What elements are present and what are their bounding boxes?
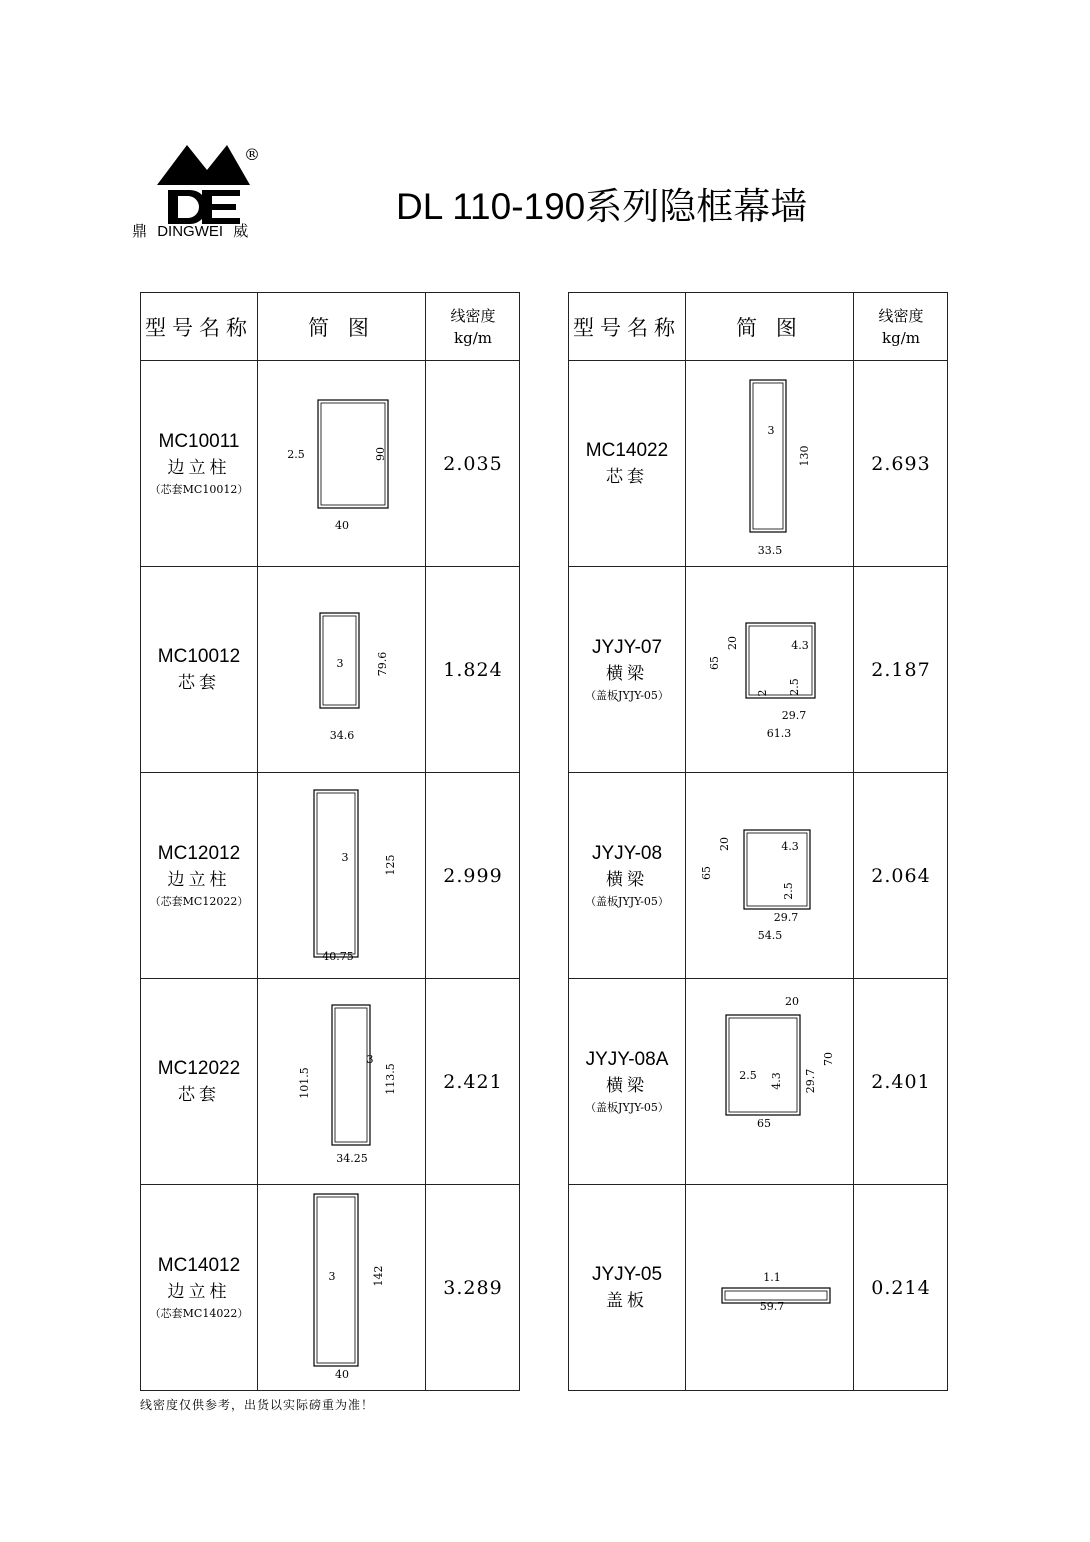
- model-cell: [141, 773, 257, 978]
- dimension-label: 29.7: [773, 911, 799, 924]
- dimension-label: 4.3: [781, 840, 799, 853]
- table-row: [569, 360, 947, 566]
- profile-inner-wall: [725, 1291, 827, 1300]
- profile-inner-wall: [335, 1008, 367, 1142]
- dimension-label: 33.5: [757, 544, 783, 557]
- profile-type: 盖板: [606, 1290, 648, 1311]
- dimension-label: 3: [341, 851, 349, 864]
- left-product-table: [140, 292, 520, 1391]
- header-drawing-label: 简 图: [736, 315, 803, 340]
- drawing-cell: [685, 773, 853, 978]
- profile-type: 横梁: [606, 1075, 648, 1096]
- density-cell: [425, 567, 520, 772]
- dimension-label: 59.7: [759, 1300, 785, 1313]
- table-row: [569, 566, 947, 772]
- table-row: [141, 360, 519, 566]
- page-title: DL 110-190系列隐框幕墙: [396, 186, 808, 227]
- profile-note: （芯套MC12022）: [149, 894, 249, 908]
- density-cell: [853, 1185, 948, 1390]
- dimension-label: 40: [335, 1368, 349, 1381]
- profile-outline: [726, 1015, 800, 1115]
- dimension-label: 2.5: [782, 882, 795, 900]
- profile-drawing: [258, 361, 426, 566]
- profile-drawing: [258, 773, 426, 978]
- header-model-name: [141, 293, 257, 360]
- dimension-label: 20: [785, 995, 799, 1008]
- density-cell: [853, 567, 948, 772]
- density-value: 1.824: [443, 658, 503, 681]
- profile-inner-wall: [729, 1018, 797, 1112]
- dimension-label: 34.25: [336, 1152, 368, 1165]
- profile-type: 芯套: [178, 672, 220, 693]
- profile-outline: [314, 1194, 358, 1366]
- header-drawing: [257, 293, 425, 360]
- dimension-label: 2.5: [287, 448, 305, 461]
- header-density-unit: kg/m: [882, 328, 920, 347]
- model-cell: [141, 979, 257, 1184]
- dimension-label: 142: [372, 1265, 385, 1287]
- density-value: 2.401: [871, 1070, 931, 1093]
- density-cell: [425, 979, 520, 1184]
- table-row: [569, 1184, 947, 1390]
- dimension-label: 20: [718, 837, 731, 851]
- dimension-label: 3: [336, 657, 344, 670]
- model-cell: [569, 361, 685, 566]
- dimension-label: 2.5: [788, 678, 801, 696]
- drawing-cell: [257, 979, 425, 1184]
- density-cell: [853, 361, 948, 566]
- model-number: MC10011: [158, 430, 240, 452]
- model-number: JYJY-08A: [585, 1048, 669, 1070]
- model-number: MC14012: [157, 1254, 241, 1276]
- header-density-label: 线密度: [878, 306, 924, 325]
- profile-drawing: [258, 979, 426, 1184]
- density-value: 2.421: [443, 1070, 503, 1093]
- profile-outline: [314, 790, 358, 957]
- density-value: 2.999: [443, 864, 503, 887]
- dimension-label: 65: [700, 866, 713, 880]
- profile-type: 横梁: [606, 663, 648, 684]
- header-drawing: [685, 293, 853, 360]
- header-density-unit: kg/m: [454, 328, 492, 347]
- profile-inner-wall: [317, 793, 355, 954]
- dimension-label: 3: [328, 1270, 336, 1283]
- logo-text-left: 鼎: [132, 223, 148, 240]
- dimension-label: 3: [366, 1053, 374, 1066]
- dimension-label: 40: [335, 519, 349, 532]
- table-header-row: [569, 293, 947, 360]
- dimension-label: 90: [374, 447, 387, 461]
- dimension-label: 1.1: [763, 1271, 781, 1284]
- right-product-table: [568, 292, 948, 1391]
- dimension-label: 3: [767, 424, 775, 437]
- dimension-label: 29.7: [804, 1068, 817, 1094]
- logo-text-right: 威: [233, 223, 249, 240]
- dimension-label: 113.5: [384, 1063, 397, 1095]
- model-number: MC12022: [157, 1057, 241, 1079]
- profile-note: （盖板JYJY-05）: [585, 894, 669, 908]
- drawing-cell: [685, 361, 853, 566]
- dimension-label: 40.75: [322, 950, 354, 963]
- dimension-label: 20: [726, 636, 739, 650]
- drawing-cell: [685, 1185, 853, 1390]
- dimension-label: 65: [708, 656, 721, 670]
- model-cell: [569, 773, 685, 978]
- density-cell: [425, 773, 520, 978]
- header-density: [853, 293, 948, 360]
- model-cell: [141, 1185, 257, 1390]
- dimension-label: 101.5: [298, 1067, 311, 1099]
- model-cell: [569, 567, 685, 772]
- profile-drawing: [686, 361, 854, 566]
- dimension-label: 65: [757, 1117, 771, 1130]
- profile-type: 边立柱: [167, 1281, 231, 1302]
- profile-drawing: [258, 567, 426, 772]
- header-drawing-label: 简 图: [308, 315, 375, 340]
- density-value: 3.289: [443, 1276, 503, 1299]
- density-value: 2.064: [871, 864, 931, 887]
- model-number: JYJY-05: [591, 1263, 663, 1285]
- profile-type: 芯套: [606, 466, 648, 487]
- profile-type: 边立柱: [167, 869, 231, 890]
- header-density-label: 线密度: [450, 306, 496, 325]
- table-row: [141, 1184, 519, 1390]
- profile-note: （盖板JYJY-05）: [585, 688, 669, 702]
- profile-drawing: [686, 1185, 854, 1390]
- profile-outline: [332, 1005, 370, 1145]
- table-header-row: [141, 293, 519, 360]
- model-number: MC12012: [157, 842, 241, 864]
- header-model-name-label: 型号名称: [145, 315, 253, 340]
- profile-drawing: [686, 979, 854, 1184]
- svg-text:®: ®: [244, 145, 260, 164]
- model-number: JYJY-08: [591, 842, 663, 864]
- dimension-label: 61.3: [766, 727, 792, 740]
- logo-text: [132, 220, 248, 241]
- dimension-label: 2: [756, 689, 769, 697]
- logo-brand: DINGWEI: [157, 223, 224, 240]
- dimension-label: 125: [384, 854, 397, 876]
- model-cell: [569, 979, 685, 1184]
- model-cell: [141, 567, 257, 772]
- dimension-label: 4.3: [791, 639, 809, 652]
- dimension-label: 79.6: [376, 651, 389, 677]
- dimension-label: 2.5: [739, 1069, 757, 1082]
- dimension-label: 70: [822, 1052, 835, 1066]
- dimension-label: 54.5: [757, 929, 783, 942]
- model-number: MC10012: [157, 645, 241, 667]
- drawing-cell: [257, 567, 425, 772]
- model-number: MC14022: [585, 439, 669, 461]
- table-row: [141, 566, 519, 772]
- profile-note: （芯套MC14022）: [149, 1306, 249, 1320]
- model-cell: [141, 361, 257, 566]
- density-value: 2.693: [871, 452, 931, 475]
- table-row: [141, 772, 519, 978]
- drawing-cell: [685, 567, 853, 772]
- drawing-cell: [257, 361, 425, 566]
- profile-type: 横梁: [606, 869, 648, 890]
- table-row: [569, 978, 947, 1184]
- profile-drawing: [686, 773, 854, 978]
- density-cell: [425, 1185, 520, 1390]
- profile-inner-wall: [749, 626, 812, 695]
- density-value: 2.035: [443, 452, 503, 475]
- header-model-name: [569, 293, 685, 360]
- profile-type: 芯套: [178, 1084, 220, 1105]
- profile-outline: [746, 623, 815, 698]
- header-model-name-label: 型号名称: [573, 315, 681, 340]
- density-cell: [853, 773, 948, 978]
- profile-outline: [744, 830, 810, 909]
- density-cell: [425, 361, 520, 566]
- dimension-label: 4.3: [770, 1072, 783, 1090]
- profile-note: （盖板JYJY-05）: [585, 1100, 669, 1114]
- profile-note: （芯套MC10012）: [149, 482, 249, 496]
- dimension-label: 29.7: [781, 709, 807, 722]
- profile-inner-wall: [317, 1197, 355, 1363]
- model-number: JYJY-07: [591, 636, 663, 658]
- dimension-label: 130: [798, 445, 811, 467]
- density-cell: [853, 979, 948, 1184]
- profile-type: 边立柱: [167, 457, 231, 478]
- table-row: [569, 772, 947, 978]
- density-value: 0.214: [871, 1276, 931, 1299]
- header-density: [425, 293, 520, 360]
- table-row: [141, 978, 519, 1184]
- profile-drawing: [686, 567, 854, 772]
- profile-inner-wall: [753, 383, 783, 529]
- profile-drawing: [258, 1185, 426, 1390]
- model-cell: [569, 1185, 685, 1390]
- profile-outline: [750, 380, 786, 532]
- drawing-cell: [257, 1185, 425, 1390]
- footer-note: 线密度仅供参考，出货以实际磅重为准！: [140, 1398, 375, 1412]
- dimension-label: 34.6: [329, 729, 355, 742]
- drawing-cell: [257, 773, 425, 978]
- drawing-cell: [685, 979, 853, 1184]
- density-value: 2.187: [871, 658, 931, 681]
